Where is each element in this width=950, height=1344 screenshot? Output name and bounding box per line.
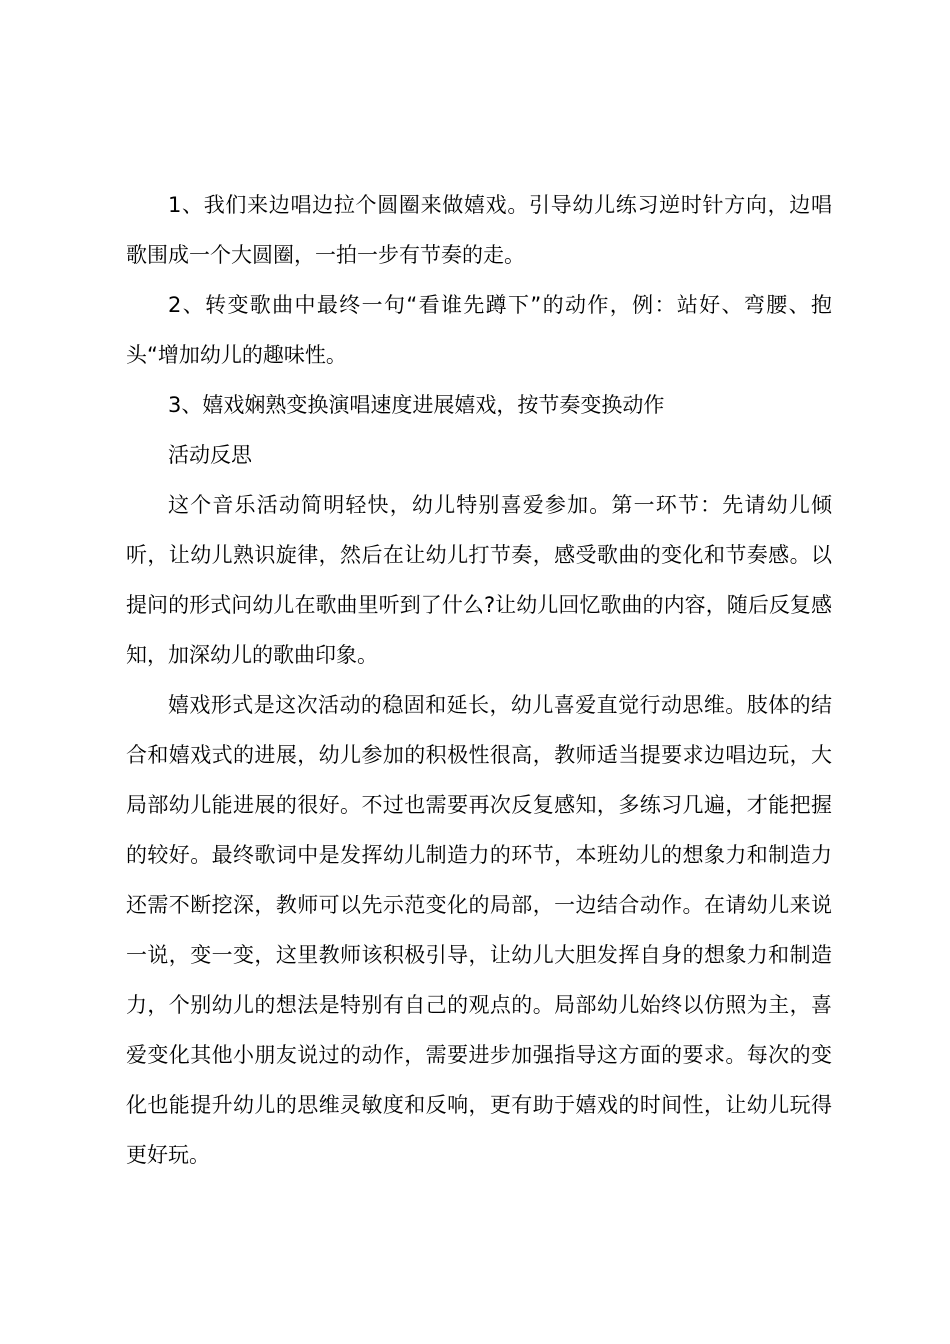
- paragraph-step-3: 3、嬉戏娴熟变换演唱速度进展嬉戏，按节奏变换动作: [168, 393, 665, 417]
- document-body: [126, 180, 832, 1180]
- paragraph-reflection-2: 嬉戏形式是这次活动的稳固和延长，幼儿喜爱直觉行动思维。肢体的结合和嬉戏式的进展，幼儿参加的积极性很高，教师适当提要求边唱边玩，大局部幼儿能进展的很好。不过也需要再次反复感知，多练习几遍，才能把握的较好。最终歌词中是发挥幼儿制造力的环节，本班幼儿的想象力和制造力还需不断挖深，教师可以先示范变化的局部，一边结合动作。在请幼儿来说一说，变一变，这里教师该积极引导，让幼儿大胆发挥自身的想象力和制造力，个别幼儿的想法是特别有自己的观点的。局部幼儿始终以仿照为主，喜爱变化其他小朋友说过的动作，需要进步加强指导这方面的要求。每次的变化也能提升幼儿的思维灵敏度和反响，更有助于嬉戏的时间性，让幼儿玩得更好玩。: [126, 693, 832, 1167]
- paragraph-step-1: 1、我们来边唱边拉个圆圈来做嬉戏。引导幼儿练习逆时针方向，边唱歌围成一个大圆圈，一拍一步有节奏的走。: [126, 193, 832, 267]
- paragraph-step-2: 2、转变歌曲中最终一句“看谁先蹲下”的动作，例：站好、弯腰、抱头“增加幼儿的趣味性。: [126, 293, 832, 367]
- section-heading-reflection: 活动反思: [168, 443, 252, 467]
- paragraph-reflection-1: 这个音乐活动简明轻快，幼儿特别喜爱参加。第一环节：先请幼儿倾听，让幼儿熟识旋律，然后在让幼儿打节奏，感受歌曲的变化和节奏感。以提问的形式问幼儿在歌曲里听到了什么?让幼儿回忆歌曲的内容，随后反复感知，加深幼儿的歌曲印象。: [126, 493, 832, 667]
